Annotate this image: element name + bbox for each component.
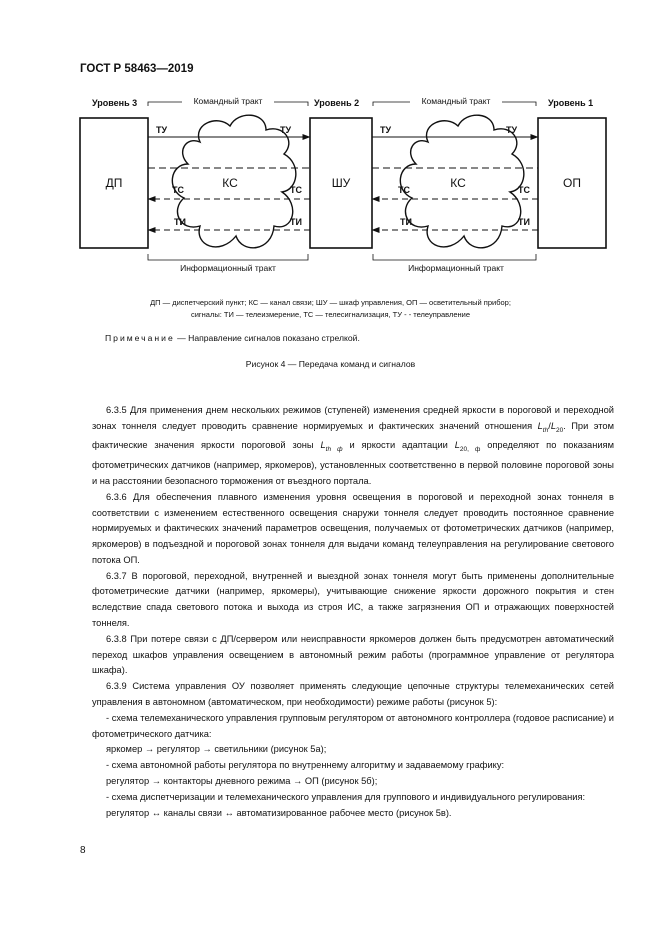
cloud-1-label: КС: [222, 176, 238, 190]
list-formula-3: регулятор ↔ каналы связи ↔ автоматизированное рабочее место (рисунок 5в).: [106, 807, 452, 818]
figure-caption: Рисунок 4 — Передача команд и сигналов: [245, 359, 416, 369]
list-item-2: - схема автономной работы регулятора по внутреннему алгоритму и задаваемому графику:: [106, 760, 505, 771]
info-bracket-1: [148, 254, 308, 260]
cmd-path-label-2: Командный тракт: [421, 96, 491, 106]
info-path-label-2: Информационный тракт: [408, 263, 504, 273]
level3-label: Уровень 3: [92, 98, 138, 108]
label-ti-2a: ТИ: [400, 217, 412, 227]
info-path-label-1: Информационный тракт: [180, 263, 276, 273]
list-formula-1: яркомер → регулятор → светильники (рисунок 5а);: [106, 744, 327, 755]
legend-line-1: ДП — диспетчерский пункт; КС — канал связи; ШУ — шкаф управления, ОП — осветительный прибор;: [150, 298, 511, 307]
box-op-label: ОП: [563, 176, 581, 190]
level2-label: Уровень 2: [314, 98, 360, 108]
label-ts-2b: ТС: [518, 185, 530, 195]
legend-line-2: сигналы: ТИ — телеизмерение, ТС — телесигнализация, ТУ - - телеуправление: [190, 310, 471, 319]
paragraph-6-3-5: 6.3.5 Для применения днем нескольких режимов (ступеней) изменения средней яркости в пороговой и переходной зонах тоннеля следует проводить сравнение нормируемых и фактических значений отношения $L_{th}/L_{20}$. При этом фактические значения яркости пороговой зоны $L_{th ф}$ и яркости адаптации $L_{20, ф}$ определяют по показаниям фотометрических датчиков (например, яркомеров), установленных соответственно в первой половине пороговой зоны и на расстоянии безопасного торможения от въездного портала.: [92, 405, 614, 486]
label-tu-2b: ТУ: [506, 125, 518, 135]
paragraph-6-3-7: 6.3.7 В пороговой, переходной, внутренней и выездной зонах тоннеля могут быть применены дополнительные фотометрические датчики (например, яркомеры), учитывающие снижение яркости дорожного покрытия и стен вследствие спада светового потока и выхода из строя ИС, а также загрязнения ОП и отражающих поверхностей тоннеля.: [92, 570, 614, 629]
level1-label: Уровень 1: [548, 98, 594, 108]
label-ts-2a: ТС: [398, 185, 410, 195]
document-code: ГОСТ Р 58463—2019: [80, 63, 194, 75]
note-text: — Направление сигналов показано стрелкой.: [174, 333, 360, 343]
info-bracket-2: [373, 254, 536, 260]
label-tu-1a: ТУ: [156, 125, 168, 135]
list-formula-2: регулятор → контакторы дневного режима → ОП (рисунок 5б);: [106, 776, 378, 787]
list-item-3: - схема диспетчеризации и телемеханического управления для группового и индивидуального регулирования:: [106, 791, 586, 802]
signal-diagram: [70, 92, 610, 280]
paragraph-6-3-8: 6.3.8 При потере связи с ДП/сервером или неисправности яркомеров должен быть предусмотрен автоматический переход шкафов управления освещением в автономный режим работы (программное управление от регулятора шкафа).: [92, 633, 614, 676]
paragraph-6-3-9: 6.3.9 Система управления ОУ позволяет применять следующие цепочные структуры телемеханических сетей управления в автономном (автоматическом, при необходимости) режиме работы (рисунок 5):: [92, 681, 614, 708]
list-item-1: - схема телемеханического управления групповым регулятором от автономного контроллера (годовое расписание) и фотометрического датчика:: [92, 712, 614, 739]
label-ti-1b: ТИ: [290, 217, 302, 227]
box-shu-label: ШУ: [331, 176, 351, 190]
label-ti-2b: ТИ: [518, 217, 530, 227]
label-ti-1a: ТИ: [174, 217, 186, 227]
cloud-2-label: КС: [450, 176, 466, 190]
label-ts-1b: ТС: [290, 185, 302, 195]
label-tu-2a: ТУ: [380, 125, 392, 135]
figure-note: [105, 333, 360, 343]
label-ts-1a: ТС: [172, 185, 184, 195]
label-tu-1b: ТУ: [280, 125, 292, 135]
note-label: Примечание: [105, 333, 175, 343]
paragraph-6-3-6: 6.3.6 Для обеспечения плавного изменения уровня освещения в пороговой и переходной зонах тоннеля в соответствии с изменением естественного освещения снаружи тоннеля следует проводить постоянное сравнение нормируемых и фактических значений параметров освещения, получаемых от фотометрических датчиков (например, яркомеров) в подъездной и пороговой зонах тоннеля для выдачи команд телеуправления на регулирование светового потока ОП.: [92, 491, 614, 565]
box-dp-label: ДП: [105, 176, 123, 190]
cmd-path-label-1: Командный тракт: [193, 96, 263, 106]
page-number: 8: [80, 845, 86, 856]
body-text: [92, 403, 614, 821]
